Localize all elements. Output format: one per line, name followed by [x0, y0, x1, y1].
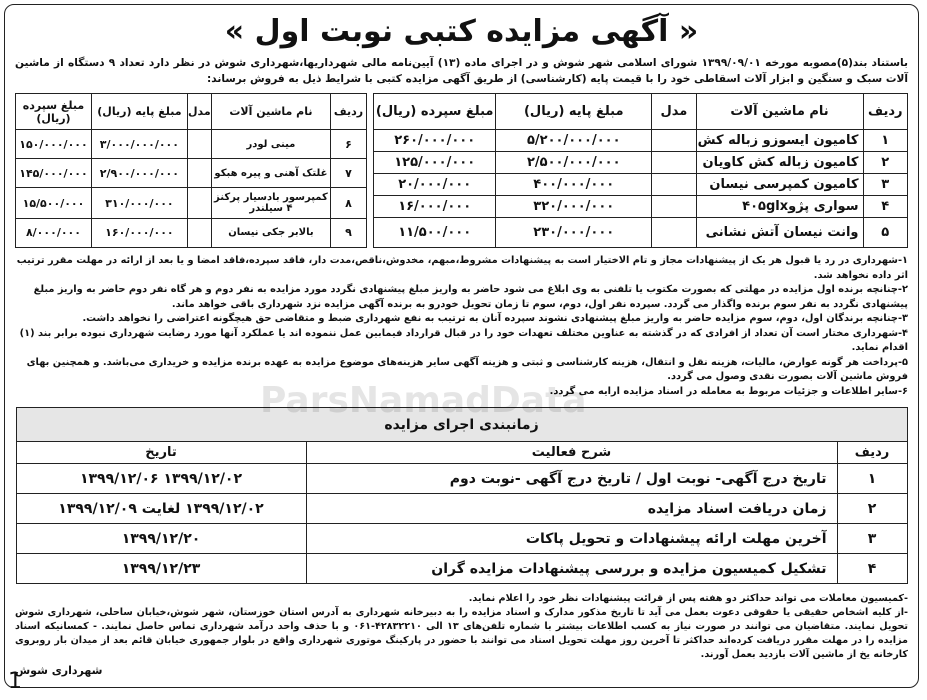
table-row — [16, 524, 907, 554]
table-row — [16, 130, 367, 159]
cell-name: بالابر جکی نیسان — [211, 218, 330, 247]
notice-title: « آگهی مزایده کتبی نوبت اول » — [224, 14, 699, 49]
cell-row: ۲ — [837, 494, 907, 524]
cell-deposit: ۱۲۵/۰۰۰/۰۰۰ — [374, 152, 496, 174]
table-row — [16, 218, 367, 247]
condition-item: ۲-چنانچه برنده اول مزایده در مهلتی که بصورت مکتوب یا تلفنی به وی ابلاغ می شود حاضر به واریز مبلغ پیشنهادی نگردد مورد مزایده به نفر دوم و هر گاه نفر دوم حاضر به واریز مبلغ پیشنهادی نگردد به نفر سوم برنده واگذار می گردد. سپرده نفر اول، دوم، سوم تا زمان تحویل خودرو به برنده آگهی مزایده نزد شهرداری باقی خواهد ماند. — [33, 284, 908, 310]
conditions-list — [15, 254, 908, 399]
cell-base-price: ۲/۵۰۰/۰۰۰/۰۰۰ — [496, 152, 652, 174]
cell-model — [652, 152, 697, 174]
col-row: ردیف — [863, 94, 908, 130]
cell-row: ۴ — [863, 196, 908, 218]
condition-item: ۶-سایر اطلاعات و جزئیات مربوط به معامله در اسناد مزایده ارایه می گردد. — [549, 385, 908, 397]
col-date: تاریخ — [16, 442, 306, 464]
col-name: نام ماشین آلات — [696, 94, 863, 130]
col-base-price: مبلغ پایه (ریال) — [91, 94, 187, 130]
cell-base-price: ۱۶۰/۰۰۰/۰۰۰ — [91, 218, 187, 247]
condition-item: ۳-چنانچه برندگان اول، دوم، سوم مزایده حاضر به واریز مبلغ پیشنهادی نشوند سپرده آنان به ترتیب به نفع شهرداری ضبط و متقاضی حق هیچگونه اعتراضی را نخواهد داشت. — [82, 313, 908, 324]
cell-date: ۱۳۹۹/۱۲/۲۰ — [16, 524, 306, 554]
machines-table-right — [373, 93, 908, 248]
cell-name: کمپرسور بادسیار پرکنز ۴ سیلندر — [211, 188, 330, 218]
cell-row: ۷ — [331, 159, 367, 188]
col-model: مدل — [652, 94, 697, 130]
cell-date: ۱۳۹۹/۱۲/۰۲ لغایت ۱۳۹۹/۱۲/۰۹ — [16, 494, 306, 524]
cell-base-price: ۲/۹۰۰/۰۰۰/۰۰۰ — [91, 159, 187, 188]
cell-model — [187, 159, 211, 188]
watermark: ParsNamadData — [260, 380, 587, 421]
footer-notes — [15, 592, 908, 662]
signature: شهرداری شوش — [15, 664, 103, 677]
cell-deposit: ۱۱/۵۰۰/۰۰۰ — [374, 218, 496, 248]
col-row: ردیف — [837, 442, 907, 464]
table-row — [16, 464, 907, 494]
cell-activity: آخرین مهلت ارائه پیشنهادات و تحویل پاکات — [306, 524, 837, 554]
cell-model — [652, 196, 697, 218]
cell-deposit: ۲۶۰/۰۰۰/۰۰۰ — [374, 130, 496, 152]
table-row — [16, 554, 907, 584]
cell-deposit: ۱۴۵/۰۰۰/۰۰۰ — [16, 159, 92, 188]
cell-row: ۱ — [863, 130, 908, 152]
cell-base-price: ۳۱۰/۰۰۰/۰۰۰ — [91, 188, 187, 218]
cell-row: ۳ — [863, 174, 908, 196]
cell-deposit: ۱۶/۰۰۰/۰۰۰ — [374, 196, 496, 218]
cell-base-price: ۵/۲۰۰/۰۰۰/۰۰۰ — [496, 130, 652, 152]
cell-deposit: ۱۵۰/۰۰۰/۰۰۰ — [16, 130, 92, 159]
cell-name: کامیون کمپرسی نیسان — [696, 174, 863, 196]
page-number: 1 — [8, 669, 22, 694]
cell-base-price: ۴۰۰/۰۰۰/۰۰۰ — [496, 174, 652, 196]
table-row — [16, 494, 907, 524]
table-row — [16, 188, 367, 218]
footer-note: -کمیسیون معاملات می تواند حداکثر دو هفته پس از قرائت پیشنهادات نظر خود را اعلام نماید. — [468, 593, 908, 604]
table-row — [374, 196, 908, 218]
cell-name: غلتک آهنی و پیره هبکو — [211, 159, 330, 188]
table-row — [374, 218, 908, 248]
col-name: نام ماشین آلات — [211, 94, 330, 130]
cell-name: سواری پژو۴۰۵glx — [696, 196, 863, 218]
cell-model — [652, 130, 697, 152]
col-base-price: مبلغ پایه (ریال) — [496, 94, 652, 130]
cell-row: ۶ — [331, 130, 367, 159]
cell-row: ۴ — [837, 554, 907, 584]
condition-item: ۱-شهرداری در رد یا قبول هر یک از پیشنهادات مجاز و تام الاختیار است به پیشنهادات مشروط،مبهم، مخدوش،ناقص،مدت دار، فاقد سپرده،فاقد امضا و یا بعد از ارائه در مهلت مقرر ترتیب اثر داده نخواهد شد. — [16, 255, 908, 281]
cell-row: ۲ — [863, 152, 908, 174]
cell-date: ۱۳۹۹/۱۲/۲۳ — [16, 554, 306, 584]
cell-name: مینی لودر — [211, 130, 330, 159]
col-model: مدل — [187, 94, 211, 130]
table-row — [374, 130, 908, 152]
machines-table-left — [15, 93, 367, 248]
col-row: ردیف — [331, 94, 367, 130]
machines-tables — [15, 93, 908, 248]
table-row — [374, 174, 908, 196]
col-deposit: مبلغ سپرده (ریال) — [16, 94, 92, 130]
cell-base-price: ۲۳۰/۰۰۰/۰۰۰ — [496, 218, 652, 248]
cell-date: ۱۳۹۹/۱۲/۰۲ ۱۳۹۹/۱۲/۰۶ — [16, 464, 306, 494]
cell-row: ۵ — [863, 218, 908, 248]
cell-name: کامیون ایسوزو زباله کش — [696, 130, 863, 152]
col-activity: شرح فعالیت — [306, 442, 837, 464]
cell-name: کامیون زباله کش کاویان — [696, 152, 863, 174]
table-row — [16, 159, 367, 188]
cell-row: ۸ — [331, 188, 367, 218]
col-deposit: مبلغ سپرده (ریال) — [374, 94, 496, 130]
cell-base-price: ۳/۰۰۰/۰۰۰/۰۰۰ — [91, 130, 187, 159]
cell-model — [187, 130, 211, 159]
cell-row: ۱ — [837, 464, 907, 494]
footer-note: -از کلیه اشخاص حقیقی یا حقوقی دعوت بعمل می آید تا تاریخ مذکور مدارک و اسناد مزایده را به دبیرخانه شهرداری به آدرس استان خوزستان، شهر شوش،خیابان ساحلی، شهرداری شوش تحویل نمایند. متقاضیان می توانند در صورت نیاز به کسب اطلاعات بیشتر با شماره تلفن‌های ۱۳ الی ۴۲۸۳۲۲۱۰-۰۶۱ و با حذف واحد درآمد شهرداری تماس حاصل نمایند. - کمسانیکه اسناد مزایده را در مهلت مقرر دریافت کرده‌اند حداکثر تا آخرین روز مهلت تحویل اسناد می توانند با حضور در پارکینگ موتوری شهرداری واقع در بلوار جمهوری خیابان قائم بعد از میدان بار روبروی کارخانه یخ از ماشین آلات بازدید بعمل آورند. — [15, 607, 908, 660]
cell-deposit: ۸/۰۰۰/۰۰۰ — [16, 218, 92, 247]
cell-base-price: ۳۲۰/۰۰۰/۰۰۰ — [496, 196, 652, 218]
condition-item: ۵-پرداخت هر گونه عوارض، مالیات، هزینه نقل و انتقال، هزینه کارشناسی و ثبتی و هزینه آگهی سایر هزینه‌های موضوع مزایده به عهده برنده مزایده و خریداری می‌باشد. و همچنین بهای فروش ماشین آلات بصورت نقدی وصول می گردد. — [26, 356, 908, 382]
cell-model — [652, 218, 697, 248]
schedule-title: زمانبندی اجرای مزایده — [16, 407, 908, 441]
cell-activity: زمان دریافت اسناد مزایده — [306, 494, 837, 524]
schedule-table — [16, 441, 908, 584]
cell-deposit: ۱۵/۵۰۰/۰۰۰ — [16, 188, 92, 218]
table-row — [374, 152, 908, 174]
cell-model — [187, 188, 211, 218]
cell-row: ۳ — [837, 524, 907, 554]
condition-item: ۴-شهرداری مختار است آن تعداد از افرادی که در گذشته به عناوین مختلف تعهدات خود را در قبال قرارداد فیمابین عمل ننموده اند یا عملکرد آنها مورد رضایت شهرداری نبوده برابر بند (۱) اقدام نماید. — [19, 327, 908, 353]
cell-model — [187, 218, 211, 247]
cell-model — [652, 174, 697, 196]
cell-name: وانت نیسان آتش نشانی — [696, 218, 863, 248]
cell-activity: تاریخ درج آگهی- نوبت اول / تاریخ درج آگهی -نوبت دوم — [306, 464, 837, 494]
cell-activity: تشکیل کمیسیون مزایده و بررسی پیشنهادات مزایده گران — [306, 554, 837, 584]
notice-intro: باستناد بند(۵)مصوبه مورخه ۱۳۹۹/۰۹/۰۱ شورای اسلامی شهر شوش و در اجرای ماده (۱۳) آیین‌نامه مالی شهرداریها،شهرداری شوش در نظر دارد تعداد ۹ دستگاه از ماشین آلات سبک و سنگین و ابزار آلات اسقاطی خود را با قیمت پایه (کارشناسی) از طریق آگهی مزایده کتبی با شرایط ذیل به فروش برساند: — [15, 57, 908, 85]
auction-notice-page — [4, 4, 919, 688]
cell-row: ۹ — [331, 218, 367, 247]
cell-deposit: ۲۰/۰۰۰/۰۰۰ — [374, 174, 496, 196]
